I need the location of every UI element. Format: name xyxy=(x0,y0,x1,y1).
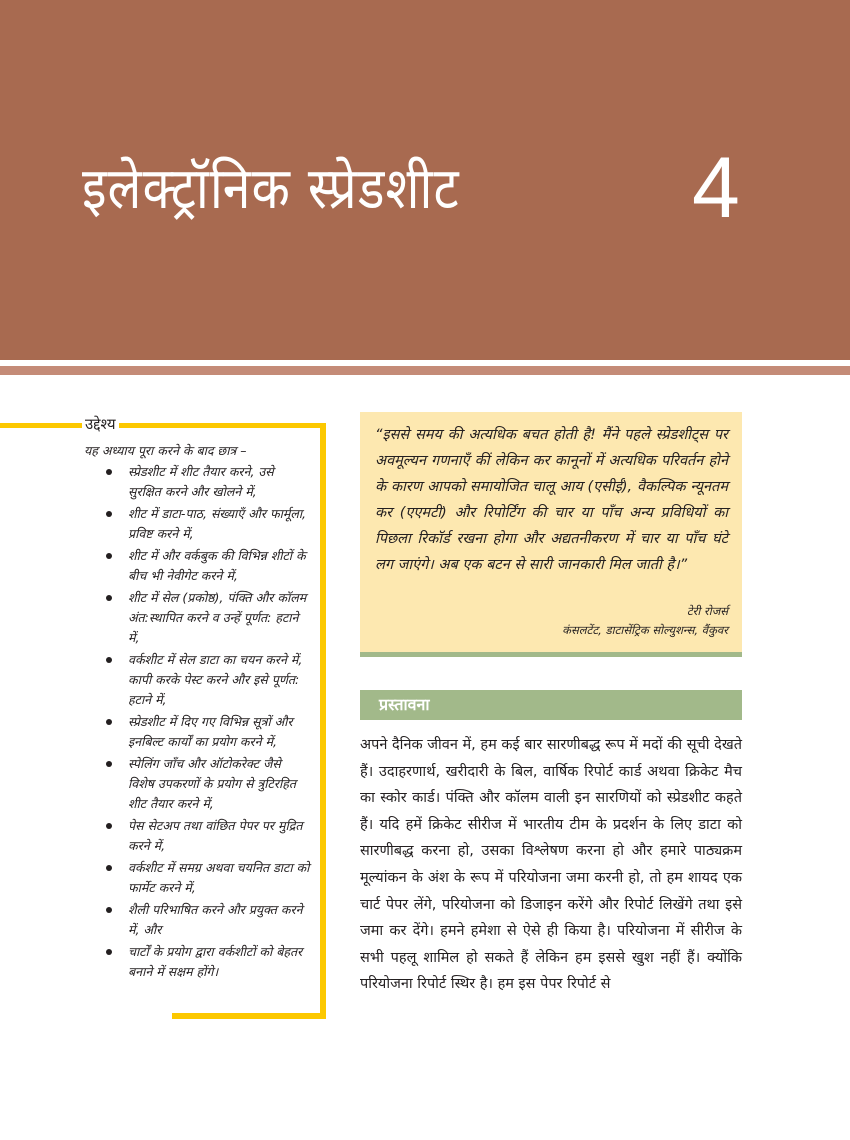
bullet-icon xyxy=(106,553,112,559)
bullet-icon xyxy=(106,865,112,871)
objective-item: स्प्रेडशीट में शीट तैयार करने, उसे सुरक्षित करने और खोलने में, xyxy=(104,462,310,502)
section-title: प्रस्तावना xyxy=(379,695,430,714)
bullet-icon xyxy=(106,719,112,725)
objective-item: स्पेलिंग जाँच और ऑटोकरेक्ट जैसे विशेष उपकरणों के प्रयोग से त्रुटिरहित शीट तैयार करने में, xyxy=(104,754,310,814)
quote-attribution xyxy=(562,602,728,640)
objective-item: शीट में और वर्कबुक की विभिन्न शीटों के बीच भी नेवीगेट करने में, xyxy=(104,546,310,586)
section-heading-bar xyxy=(360,690,742,720)
quote-author: टेरी रोजर्स xyxy=(686,604,728,618)
quote-box xyxy=(360,412,742,652)
objective-item: चार्टों के प्रयोग द्वारा वर्कशीटों को बेहतर बनाने में सक्षम होंगे। xyxy=(104,942,310,982)
objectives-heading: उद्देश्य xyxy=(82,414,119,434)
objective-item: वर्कशीट में सेल डाटा का चयन करने में, कापी करके पेस्ट करने और इसे पूर्णत: हटाने में, xyxy=(104,650,310,710)
bullet-icon xyxy=(106,761,112,767)
objectives-border-top xyxy=(0,423,326,428)
objectives-border-bottom xyxy=(172,1013,326,1019)
bullet-icon xyxy=(106,949,112,955)
objective-item: शीट में डाटा-पाठ, संख्याएँ और फार्मूला, प्रविष्ट करने में, xyxy=(104,504,310,544)
header-divider-stripe xyxy=(0,366,850,375)
bullet-icon xyxy=(106,511,112,517)
objectives-border-right xyxy=(320,423,326,1019)
quote-bottom-rule xyxy=(360,652,742,657)
objective-item: वर्कशीट में समग्र अथवा चयनित डाटा को फार्मेट करने में, xyxy=(104,858,310,898)
quote-text: “इससे समय की अत्यधिक बचत होती है! मैंने पहले स्प्रेडशीट्स पर अवमूल्यन गणनाएँ कीं लेकिन कर कानूनों में अत्यधिक परिवर्तन होने के कारण आपको समायोजित चालू आय (एसीई), वैकल्पिक न्यूनतम कर (एएमटी) और रिपोर्टिंग की चार या पाँच अन्य प्रविधियों का पिछला रिकॉर्ड रखना होगा और अद्यतनीकरण में चार या पाँच घंटे लग जाएंगे। अब एक बटन से सारी जानकारी मिल जाती है।” xyxy=(375,427,728,573)
objectives-list xyxy=(104,462,310,984)
bullet-icon xyxy=(106,823,112,829)
bullet-icon xyxy=(106,657,112,663)
chapter-header-banner xyxy=(0,0,850,360)
objective-item: स्प्रेडशीट में दिए गए विभिन्न सूत्रों और इनबिल्ट कार्यों का प्रयोग करने में, xyxy=(104,712,310,752)
objective-item: पेस सेटअप तथा वांछित पेपर पर मुद्रित करने में, xyxy=(104,816,310,856)
chapter-number: 4 xyxy=(692,140,740,236)
objective-item: शीट में सेल (प्रकोष्ठ), पंक्ति और कॉलम अंत:स्थापित करने व उन्हें पूर्णत: हटाने में, xyxy=(104,588,310,648)
chapter-title: इलेक्ट्रॉनिक स्प्रेडशीट xyxy=(82,154,460,222)
quote-author-title: कंसलटेंट, डाटासेंट्रिक सोल्युशन्स, वैंकुवर xyxy=(562,623,728,637)
objectives-intro: यह अध्याय पूरा करने के बाद छात्र – xyxy=(84,443,247,458)
bullet-icon xyxy=(106,595,112,601)
objective-item: शैली परिभाषित करने और प्रयुक्त करने में, और xyxy=(104,900,310,940)
bullet-icon xyxy=(106,907,112,913)
body-paragraph: अपने दैनिक जीवन में, हम कई बार सारणीबद्ध रूप में मदों की सूची देखते हैं। उदाहरणार्थ, खरीदारी के बिल, वार्षिक रिपोर्ट कार्ड अथवा क्रिकेट मैच का स्कोर कार्ड। पंक्ति और कॉलम वाली इन सारणियों को स्प्रेडशीट कहते हैं। यदि हमें क्रिकेट सीरीज में भारतीय टीम के प्रदर्शन के लिए डाटा को सारणीबद्ध करना हो, उसका विश्लेषण करना हो और हमारे पाठ्यक्रम मूल्यांकन के अंश के रूप में परियोजना जमा करनी हो, तो हम शायद एक चार्ट पेपर लेंगे, परियोजना को डिजाइन करेंगे और रिपोर्ट लिखेंगे तथा इसे जमा कर देंगे। हमने हमेशा से ऐसे ही किया है। परियोजना में सीरीज के सभी पहलू शामिल हो सकते हैं लेकिन हम इससे खुश नहीं हैं। क्योंकि परियोजना रिपोर्ट स्थिर है। हम इस पेपर रिपोर्ट से xyxy=(360,737,742,993)
bullet-icon xyxy=(106,469,112,475)
